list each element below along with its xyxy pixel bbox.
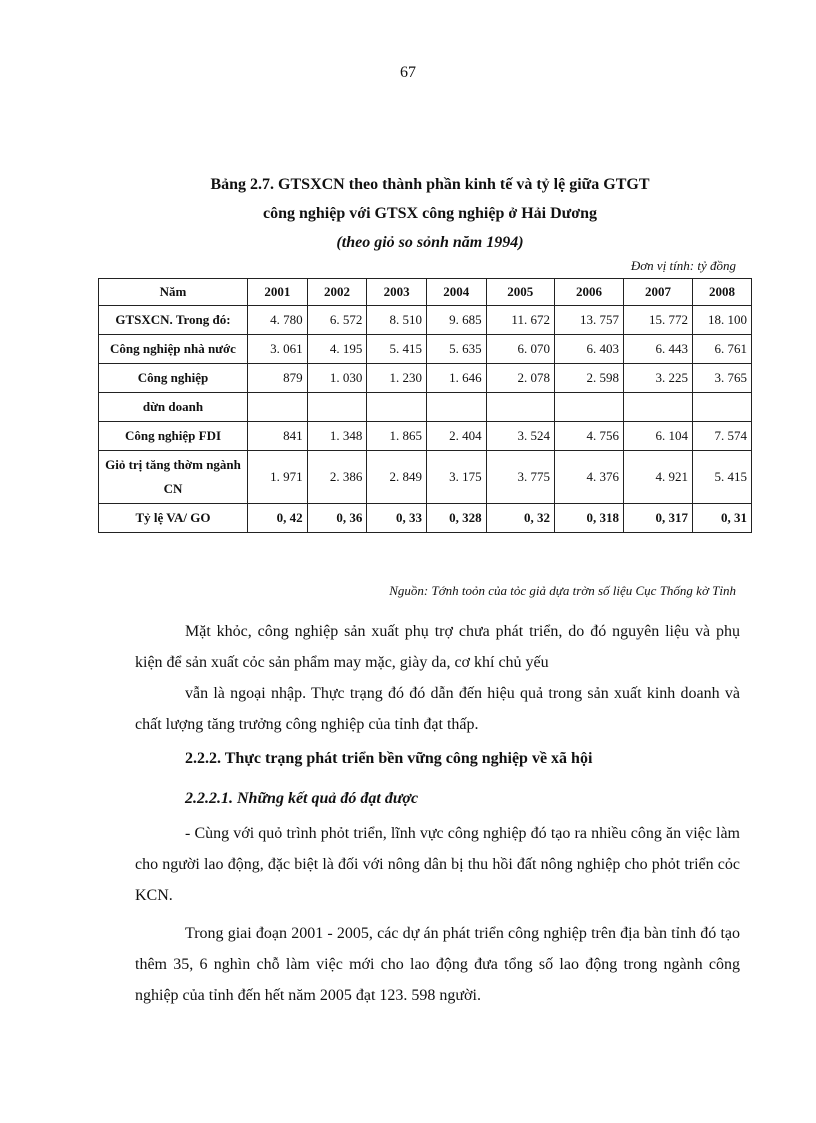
table-cell: 3. 061: [248, 335, 308, 364]
table-row: [99, 451, 752, 504]
table-cell: 7. 574: [693, 422, 752, 451]
table-cell: 0, 33: [367, 504, 427, 533]
table-cell: 6. 403: [554, 335, 623, 364]
table-cell: 0, 317: [623, 504, 692, 533]
table-cell: 3. 175: [426, 451, 486, 504]
table-row: [99, 504, 752, 533]
paragraph-4: Trong giai đoạn 2001 - 2005, các dự án phát triển công nghiệp trên địa bàn tỉnh đó tạo thêm 35, 6 nghìn chỗ làm việc mới cho lao động đưa tổng số lao động trong ngành công nghiệp của tỉnh đến hết năm 2005 đạt 123. 598 người.: [135, 925, 740, 1004]
title-line-2: công nghiệp với GTSX công nghiệp ở Hải Dương: [262, 205, 598, 222]
table-cell: [248, 393, 308, 422]
table-cell: 1. 030: [307, 364, 367, 393]
table-cell: 4. 756: [554, 422, 623, 451]
table-row: [99, 422, 752, 451]
table-cell: [554, 393, 623, 422]
table-cell: 3. 225: [623, 364, 692, 393]
table-cell: 2. 078: [486, 364, 554, 393]
header-row: [99, 279, 752, 306]
table-cell: [307, 393, 367, 422]
row-label: GTSXCN. Trong đó:: [99, 306, 248, 335]
data-table: [98, 278, 752, 533]
table-cell: 841: [248, 422, 308, 451]
table-cell: 3. 765: [693, 364, 752, 393]
table-cell: [367, 393, 427, 422]
header-cell: 2004: [426, 279, 486, 306]
header-cell: 2005: [486, 279, 554, 306]
table-cell: 4. 195: [307, 335, 367, 364]
header-cell: 2001: [248, 279, 308, 306]
subsection-heading: 2.2.2.1. Những kết quả đó đạt được: [185, 790, 419, 807]
table-cell: [623, 393, 692, 422]
header-cell: 2007: [623, 279, 692, 306]
table-cell: 2. 386: [307, 451, 367, 504]
table-cell: 15. 772: [623, 306, 692, 335]
table-cell: 1. 230: [367, 364, 427, 393]
table-cell: 6. 761: [693, 335, 752, 364]
page-number: 67: [400, 64, 416, 81]
header-cell: 2006: [554, 279, 623, 306]
table-cell: 3. 775: [486, 451, 554, 504]
table-cell: 1. 971: [248, 451, 308, 504]
table-cell: 6. 572: [307, 306, 367, 335]
table-cell: 6. 070: [486, 335, 554, 364]
table-row: [99, 393, 752, 422]
table-cell: [693, 393, 752, 422]
table-row: [99, 335, 752, 364]
header-cell: 2003: [367, 279, 427, 306]
table-cell: 0, 31: [693, 504, 752, 533]
paragraph-2: vẫn là ngoại nhập. Thực trạng đó đó dẫn đến hiệu quả trong sản xuất kinh doanh và chất lượng tăng trưởng công nghiệp của tỉnh đạt thấp.: [135, 685, 740, 733]
table-cell: 0, 328: [426, 504, 486, 533]
paragraph-1: Mặt khỏc, công nghiệp sản xuất phụ trợ chưa phát triển, do đó nguyên liệu và phụ kiện để sản xuất cỏc sản phẩm may mặc, giày da, cơ khí chủ yếu: [135, 623, 740, 671]
table-cell: 0, 318: [554, 504, 623, 533]
table-cell: 2. 598: [554, 364, 623, 393]
table-cell: 9. 685: [426, 306, 486, 335]
section-heading: 2.2.2. Thực trạng phát triển bền vững công nghiệp về xã hội: [185, 750, 593, 767]
table-cell: [426, 393, 486, 422]
table-cell: 0, 42: [248, 504, 308, 533]
table-cell: 2. 849: [367, 451, 427, 504]
table-cell: 8. 510: [367, 306, 427, 335]
table-cell: 4. 921: [623, 451, 692, 504]
row-label: Công nghiệp FDI: [99, 422, 248, 451]
table-cell: 0, 36: [307, 504, 367, 533]
table-cell: 4. 780: [248, 306, 308, 335]
header-cell: 2008: [693, 279, 752, 306]
table-cell: 1. 348: [307, 422, 367, 451]
table-cell: 1. 646: [426, 364, 486, 393]
table-cell: 879: [248, 364, 308, 393]
paragraph-3: - Cùng với quỏ trình phỏt triển, lĩnh vực công nghiệp đó tạo ra nhiều công ăn việc làm cho người lao động, đặc biệt là đối với nông dân bị thu hồi đất nông nghiệp cho phỏt triển cỏc KCN.: [135, 825, 740, 904]
table-cell: 2. 404: [426, 422, 486, 451]
row-label: Công nghiệp nhà nước: [99, 335, 248, 364]
table-cell: [486, 393, 554, 422]
row-label: Giỏ trị tăng thờm ngành CN: [99, 451, 248, 504]
table-cell: 13. 757: [554, 306, 623, 335]
row-label: Công nghiệp: [99, 364, 248, 393]
table-cell: 5. 415: [693, 451, 752, 504]
table-cell: 6. 443: [623, 335, 692, 364]
table-cell: 18. 100: [693, 306, 752, 335]
table-cell: 0, 32: [486, 504, 554, 533]
source-note: Nguồn: Tớnh toỏn của tỏc giả dựa trờn số liệu Cục Thống kờ Tỉnh: [389, 583, 736, 598]
header-cell: 2002: [307, 279, 367, 306]
table-cell: 3. 524: [486, 422, 554, 451]
table-title: [130, 170, 730, 257]
title-line-1: Bảng 2.7. GTSXCN theo thành phần kinh tế và tỷ lệ giữa GTGT: [210, 176, 650, 193]
table-row: [99, 364, 752, 393]
header-cell: Năm: [99, 279, 248, 306]
row-label: Tỷ lệ VA/ GO: [99, 504, 248, 533]
table-cell: 1. 865: [367, 422, 427, 451]
table-cell: 5. 415: [367, 335, 427, 364]
table-cell: 4. 376: [554, 451, 623, 504]
title-line-3: (theo giỏ so sỏnh năm 1994): [336, 234, 524, 251]
table-row: [99, 306, 752, 335]
table-cell: 11. 672: [486, 306, 554, 335]
unit-note: Đơn vị tính: tỷ đồng: [630, 258, 736, 273]
table-cell: 6. 104: [623, 422, 692, 451]
table-cell: 5. 635: [426, 335, 486, 364]
row-label: dừn doanh: [99, 393, 248, 422]
